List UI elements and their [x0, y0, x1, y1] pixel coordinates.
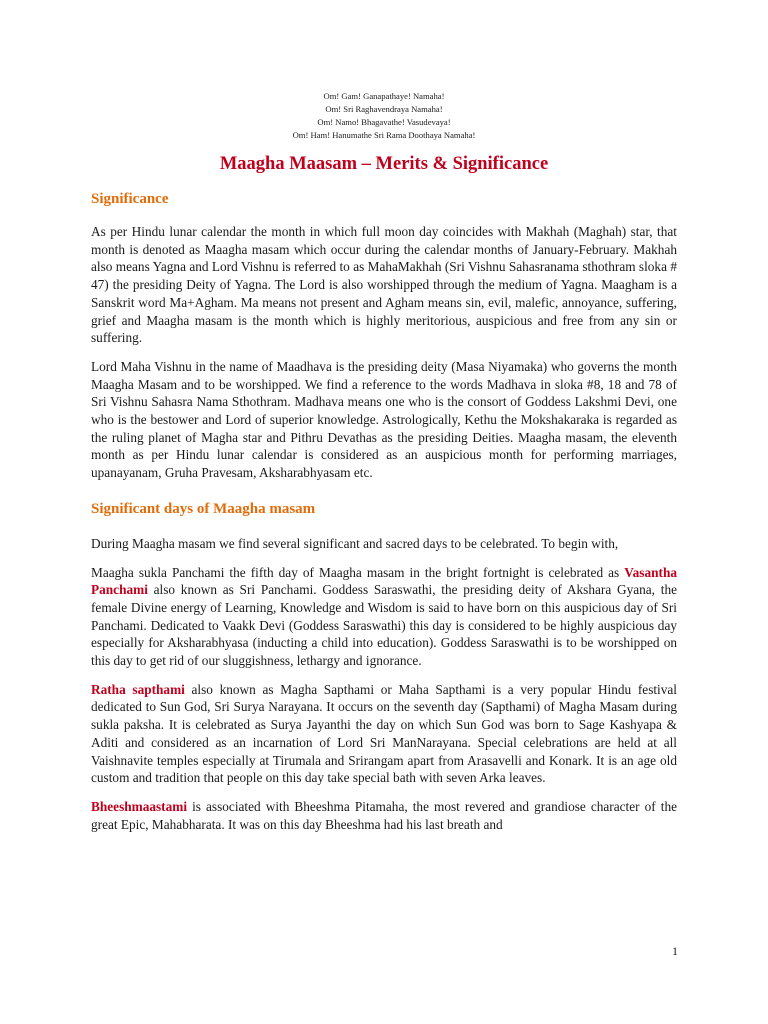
section-heading-significance: Significance: [91, 191, 169, 207]
highlighted-term: Ratha sapthami: [91, 681, 185, 697]
highlighted-term: Vasantha Panchami: [91, 564, 677, 598]
vasantha-panchami-paragraph: [91, 564, 677, 670]
page-number: 1: [672, 944, 678, 958]
paragraph-text: also known as Sri Panchami. Goddess Saraswathi, the presiding deity of Akshara Gyana, the female Divine energy of Learning, Knowledge and Wisdom is said to have born on this auspicious day of Sri Panchami. Dedicated to Vaakk Devi (Goddess Saraswathi) this day is considered to be highly auspicious day especially for Aksharabhyasa (inducting a child into education). Goddess Saraswathi is to be worshipped on this day to get rid of our sluggishness, lethargy and ignorance.: [91, 582, 677, 669]
invocation-line: Om! Namo! Bhagavathe! Vasudevaya!: [317, 117, 451, 127]
paragraph-text: is associated with Bheeshma Pitamaha, the most revered and grandiose character of the great Epic, Mahabharata. It was on this day Bheeshma had his last breath and: [91, 798, 677, 832]
paragraph-text: also known as Magha Sapthami or Maha Sapthami is a very popular Hindu festival dedicated to Sun God, Sri Surya Narayana. It occurs on the seventh day (Sapthami) of Magha Masam during sukla paksha. It is celebrated as Surya Jayanthi the day on which Sun God was born to Sage Kashyapa & Aditi and considered as an incarnation of Lord Sri ManNarayana. Special celebrations are held at all Vaishnavite temples especially at Tirumala and Srirangam apart from Arasavelli and Konark. It is an age old custom and tradition that people on this day take special bath with seven Arka leaves.: [91, 681, 677, 786]
invocation-line: Om! Sri Raghavendraya Namaha!: [325, 104, 443, 114]
document-title: Maagha Maasam – Merits & Significance: [219, 154, 549, 174]
invocation-line: Om! Gam! Ganapathaye! Namaha!: [323, 91, 445, 101]
highlighted-term: Bheeshmaastami: [91, 798, 188, 814]
invocation-block: [91, 90, 677, 142]
invocation-line: Om! Ham! Hanumathe Sri Rama Doothaya Namaha!: [292, 130, 476, 140]
paragraph: During Maagha masam we find several significant and sacred days to be celebrated. To begin with,: [91, 535, 619, 551]
section-heading-significant-days: Significant days of Maagha masam: [91, 500, 316, 517]
paragraph: Lord Maha Vishnu in the name of Maadhava is the presiding deity (Masa Niyamaka) who governs the month Maagha Masam and to be worshipped. We find a reference to the words Madhava in sloka #8, 18 and 78 of Sri Vishnu Sahasra Nama Sthothram. Madhava means one who is the consort of Goddess Lakshmi Devi, one who is the bestower and Lord of superior knowledge. Astrologically, Kethu the Mokshakaraka is regarded as the ruling planet of Magha star and Pithru Devathas as the presiding Deities. Maagha masam, the eleventh month as per Hindu lunar calendar is considered as an auspicious month for performing marriages, upanayanam, Gruha Pravesam, Aksharabhyasam etc.: [91, 358, 677, 481]
ratha-sapthami-paragraph: [91, 681, 677, 787]
bheeshmaastami-paragraph: [91, 798, 677, 833]
paragraph-text: Maagha sukla Panchami the fifth day of Maagha masam in the bright fortnight is celebrated as: [91, 564, 625, 580]
paragraph: As per Hindu lunar calendar the month in which full moon day coincides with Makhah (Maghah) star, that month is denoted as Maagha masam which occur during the calendar months of January-February. Makhah also means Yagna and Lord Vishnu is referred to as MahaMakhah (Sri Vishnu Sahasranama sthothram sloka # 47) the presiding Deity of Yagna. The Lord is also worshipped through the medium of Yagna. Maagham is a Sanskrit word Ma+Agham. Ma means not present and Agham means sin, evil, malefic, annoyance, suffering, grief and Maagha masam is the month which is highly meritorious, auspicious and free from any sin or suffering.: [91, 224, 677, 346]
